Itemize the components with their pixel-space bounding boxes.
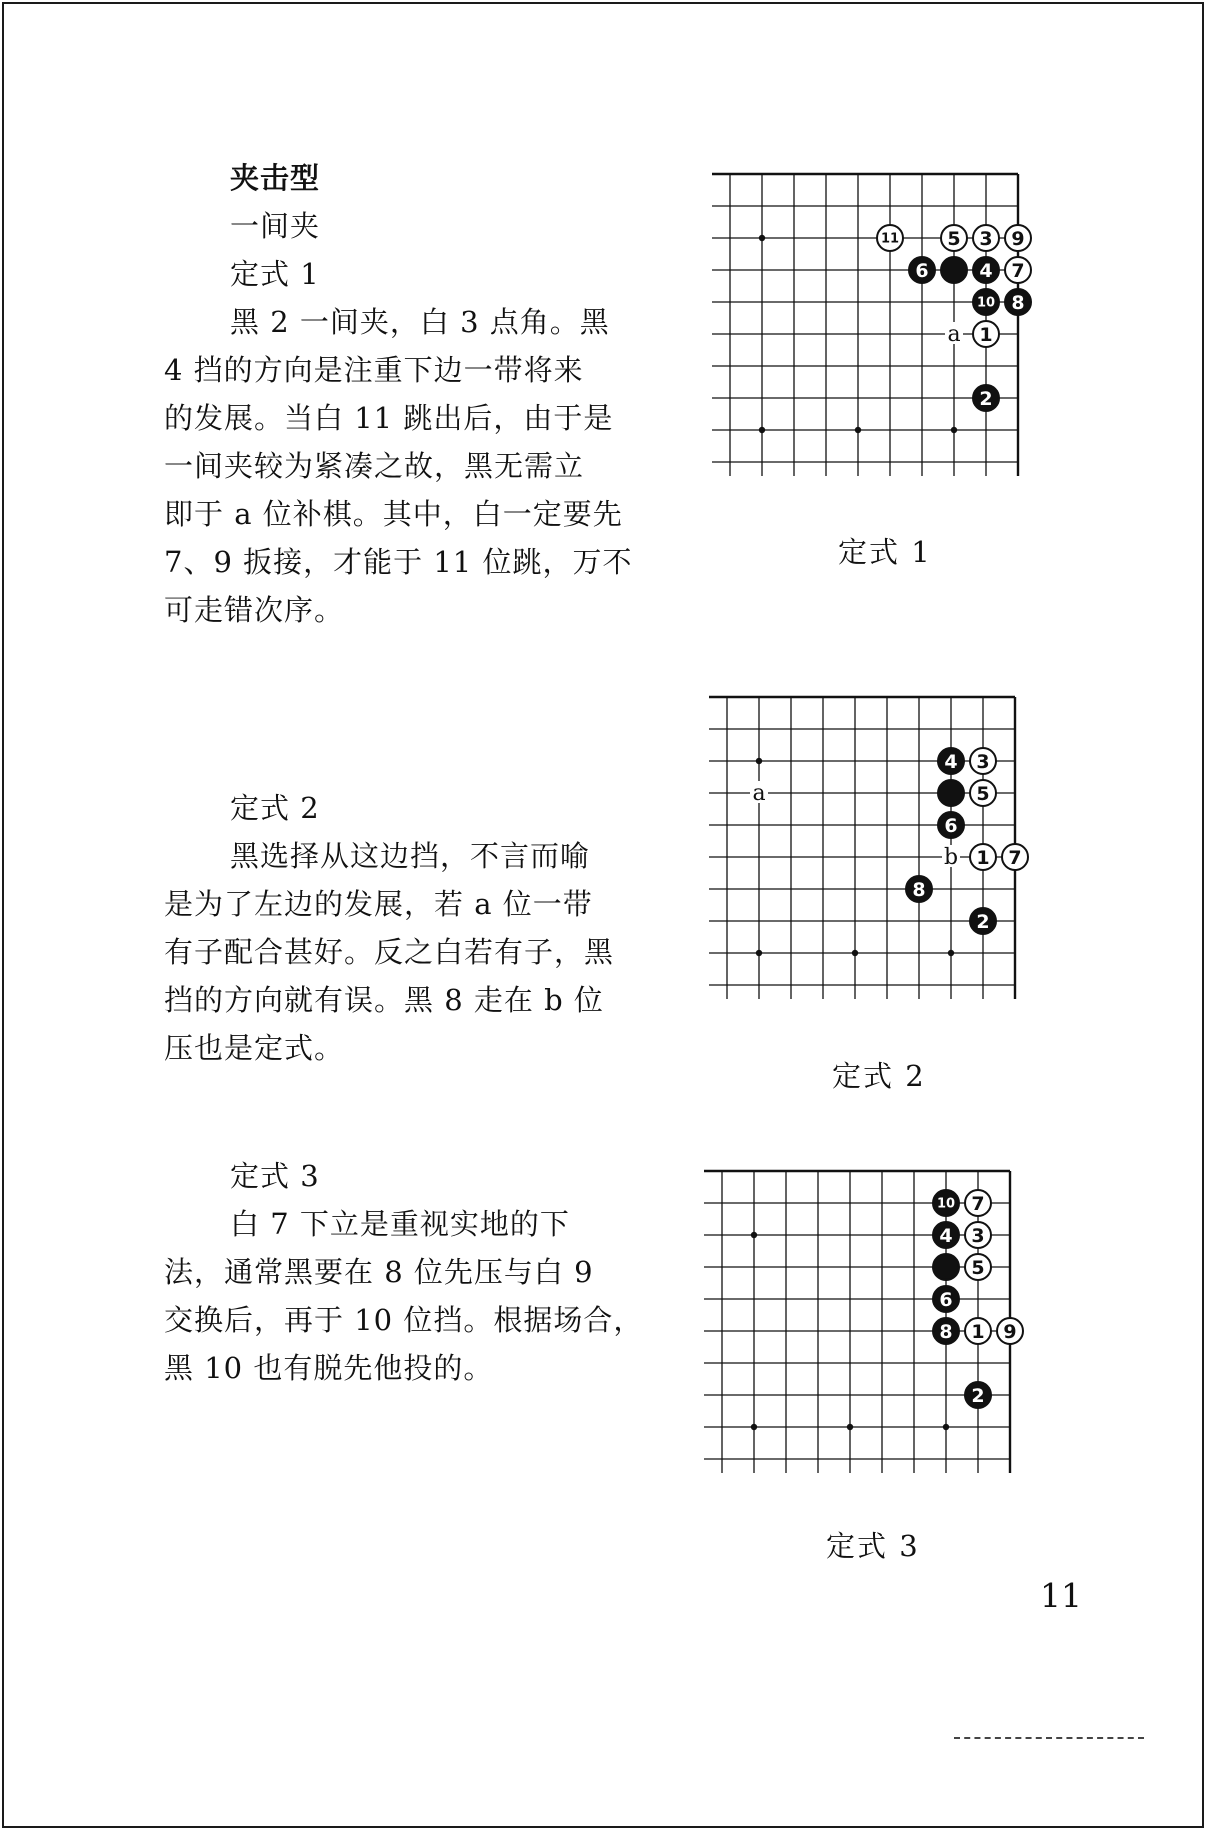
board-grid (709, 697, 1015, 999)
white-stone-9 (1005, 225, 1031, 251)
stone-label: 7 (1008, 846, 1022, 869)
stone-disc (933, 1254, 959, 1280)
black-stone-4 (973, 257, 999, 283)
stone-label: 9 (1011, 227, 1025, 250)
joseki-title: 定式 1 (230, 257, 320, 291)
diagram-caption-3: 定式 3 (826, 1529, 920, 1563)
star-point (948, 950, 954, 956)
stone-label: 3 (976, 750, 990, 773)
text-line: 压也是定式。 (164, 1031, 345, 1065)
stone-label: 1 (971, 1320, 985, 1343)
star-point (751, 1424, 757, 1430)
text-line: 黑选择从这边挡，不言而喻 (230, 839, 591, 873)
star-point (951, 427, 957, 433)
go-board-diagram-2 (709, 685, 1069, 1025)
joseki-title: 定式 3 (230, 1159, 320, 1193)
joseki-description (164, 832, 664, 1072)
stone-disc (941, 257, 967, 283)
section-subheading: 一间夹 (230, 209, 321, 243)
text-line: 的发展。当白 11 跳出后，由于是 (164, 401, 614, 435)
star-point (759, 427, 765, 433)
text-line: 挡的方向就有误。黑 8 走在 b 位 (164, 983, 604, 1017)
stone-label: 5 (971, 1256, 985, 1279)
stone-label: 10 (936, 1196, 956, 1212)
white-stone-3 (970, 748, 996, 774)
section-joseki-3 (164, 1152, 664, 1392)
white-stone-7 (1005, 257, 1031, 283)
go-board-diagram-3 (704, 1159, 1064, 1499)
joseki-description (164, 298, 664, 634)
stone-label: 3 (971, 1224, 985, 1247)
white-stone-3 (965, 1222, 991, 1248)
joseki-title: 定式 2 (230, 791, 320, 825)
star-point (943, 1424, 949, 1430)
stone-disc (938, 780, 964, 806)
board-grid (712, 174, 1018, 476)
stone-label: 6 (939, 1288, 953, 1311)
stone-label: 8 (1011, 291, 1025, 314)
position-mark-b: b (943, 845, 959, 870)
black-stone-6 (909, 257, 935, 283)
star-point (855, 427, 861, 433)
stone-label: 8 (912, 878, 926, 901)
section-joseki-2 (164, 784, 664, 1072)
star-point (756, 950, 762, 956)
star-point (847, 1424, 853, 1430)
black-stone-8 (1005, 289, 1031, 315)
text-line: 交换后，再于 10 位挡。根据场合， (164, 1303, 644, 1337)
stone-label: 6 (915, 259, 929, 282)
text-line: 黑 10 也有脱先他投的。 (164, 1351, 494, 1385)
board-grid (704, 1171, 1010, 1473)
text-line: 有子配合甚好。反之白若有子，黑 (164, 935, 615, 969)
stone-label: 3 (979, 227, 993, 250)
black-stone (941, 257, 967, 283)
white-stone-9 (997, 1318, 1023, 1344)
text-line: 黑 2 一间夹，白 3 点角。黑 (230, 305, 610, 339)
text-line: 可走错次序。 (164, 593, 345, 627)
text-line: 4 挡的方向是注重下边一带将来 (164, 353, 584, 387)
text-line: 即于 a 位补棋。其中，白一定要先 (164, 497, 623, 531)
stone-label: 2 (971, 1384, 985, 1407)
joseki-description (164, 1200, 664, 1392)
text-line: 法，通常黑要在 8 位先压与白 9 (164, 1255, 594, 1289)
text-line: 一间夹较为紧凑之故，黑无需立 (164, 449, 585, 483)
star-point (751, 1232, 757, 1238)
white-stone-11 (877, 225, 903, 251)
white-stone-7 (1002, 844, 1028, 870)
black-stone (938, 780, 964, 806)
go-board-diagram-1 (712, 162, 1072, 502)
black-stone-2 (973, 385, 999, 411)
position-mark-a: a (947, 322, 961, 347)
black-stone-10 (933, 1190, 959, 1216)
black-stone-4 (933, 1222, 959, 1248)
white-stone-1 (965, 1318, 991, 1344)
footer-divider (954, 1737, 1144, 1739)
stone-label: 5 (947, 227, 961, 250)
stone-label: 11 (880, 231, 900, 247)
black-stone-6 (933, 1286, 959, 1312)
black-stone-10 (973, 289, 999, 315)
stone-label: 4 (979, 259, 993, 282)
diagram-caption-2: 定式 2 (832, 1059, 926, 1093)
stone-label: 4 (944, 750, 958, 773)
page-number: 11 (1040, 1576, 1082, 1615)
white-stone-5 (970, 780, 996, 806)
white-stone-3 (973, 225, 999, 251)
diagram-caption-1: 定式 1 (838, 535, 932, 569)
stone-label: 5 (976, 782, 990, 805)
stone-label: 6 (944, 814, 958, 837)
stone-label: 2 (976, 910, 990, 933)
white-stone-5 (941, 225, 967, 251)
stone-label: 2 (979, 387, 993, 410)
stone-label: 4 (939, 1224, 953, 1247)
black-stone-2 (965, 1382, 991, 1408)
star-point (852, 950, 858, 956)
black-stone-8 (906, 876, 932, 902)
star-point (759, 235, 765, 241)
stone-label: 1 (976, 846, 990, 869)
white-stone-7 (965, 1190, 991, 1216)
white-stone-5 (965, 1254, 991, 1280)
stone-label: 1 (979, 323, 993, 346)
stone-label: 7 (971, 1192, 985, 1215)
section-heading: 夹击型 (230, 161, 321, 195)
black-stone-8 (933, 1318, 959, 1344)
black-stone-4 (938, 748, 964, 774)
text-line: 7、9 扳接，才能于 11 位跳，万不 (164, 545, 633, 579)
stone-label: 9 (1003, 1320, 1017, 1343)
section-joseki-1 (164, 154, 664, 634)
position-mark-a: a (752, 781, 766, 806)
black-stone-2 (970, 908, 996, 934)
black-stone (933, 1254, 959, 1280)
stone-label: 7 (1011, 259, 1025, 282)
text-line: 是为了左边的发展，若 a 位一带 (164, 887, 593, 921)
black-stone-6 (938, 812, 964, 838)
text-line: 白 7 下立是重视实地的下 (230, 1207, 570, 1241)
white-stone-1 (970, 844, 996, 870)
book-page (2, 2, 1204, 1828)
star-point (756, 758, 762, 764)
stone-label: 8 (939, 1320, 953, 1343)
white-stone-1 (973, 321, 999, 347)
stone-label: 10 (976, 295, 996, 311)
